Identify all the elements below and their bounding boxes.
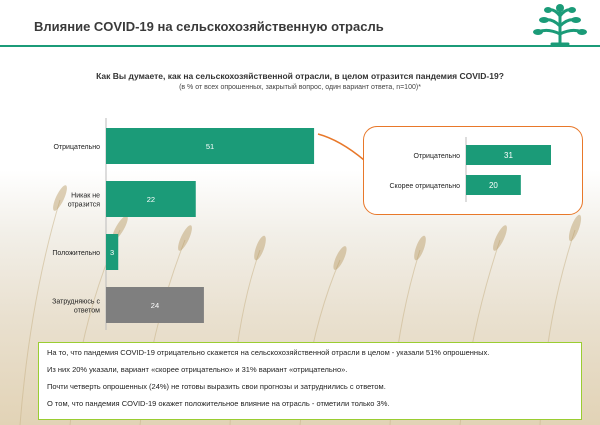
summary-box	[38, 342, 582, 420]
category-label: отразится	[67, 201, 100, 209]
bar-value-label: 3	[110, 248, 115, 257]
survey-question: Как Вы думаете, как на сельскохозяйственной отрасли, в целом отразится пандемия COVID-19?	[96, 71, 504, 81]
category-label: Никак не	[71, 192, 100, 200]
summary-paragraph-3: Почти четверть опрошенных (24%) не готовы выразить свои прогнозы и затруднились с ответом.	[47, 381, 386, 391]
category-label: Положительно	[52, 250, 100, 257]
survey-question-note: (в % от всех опрошенных, закрытый вопрос, один вариант ответа, n=100)*	[179, 84, 421, 91]
negative-breakdown-panel	[363, 126, 583, 215]
negative-breakdown-chart	[364, 127, 582, 214]
category-label: Затрудняюсь с	[52, 298, 100, 306]
summary-paragraph-4: О том, что пандемия COVID-19 окажет положительное влияние на отрасль - отметили только 3%.	[47, 398, 390, 408]
category-label: ответом	[73, 307, 100, 315]
bar-value-label: 51	[205, 142, 215, 151]
category-label: Отрицательно	[53, 144, 100, 151]
category-label: Отрицательно	[413, 153, 460, 160]
bar-value-label: 22	[146, 195, 156, 204]
bar-value-label: 31	[504, 151, 513, 160]
summary-paragraph-1: На то, что пандемия COVID-19 отрицательно скажется на сельскохозяйственной отрасли в целом - указали 51% опрошенных.	[47, 348, 490, 357]
page-title: Влияние COVID-19 на сельскохозяйственную отрасль	[34, 19, 384, 34]
category-label: Скорее отрицательно	[389, 183, 460, 190]
bar-value-label: 20	[488, 181, 498, 190]
summary-paragraph-2: Из них 20% указали, вариант «скорее отрицательно» и 31% вариант «отрицательно».	[47, 364, 348, 374]
bar-value-label: 24	[150, 301, 160, 310]
